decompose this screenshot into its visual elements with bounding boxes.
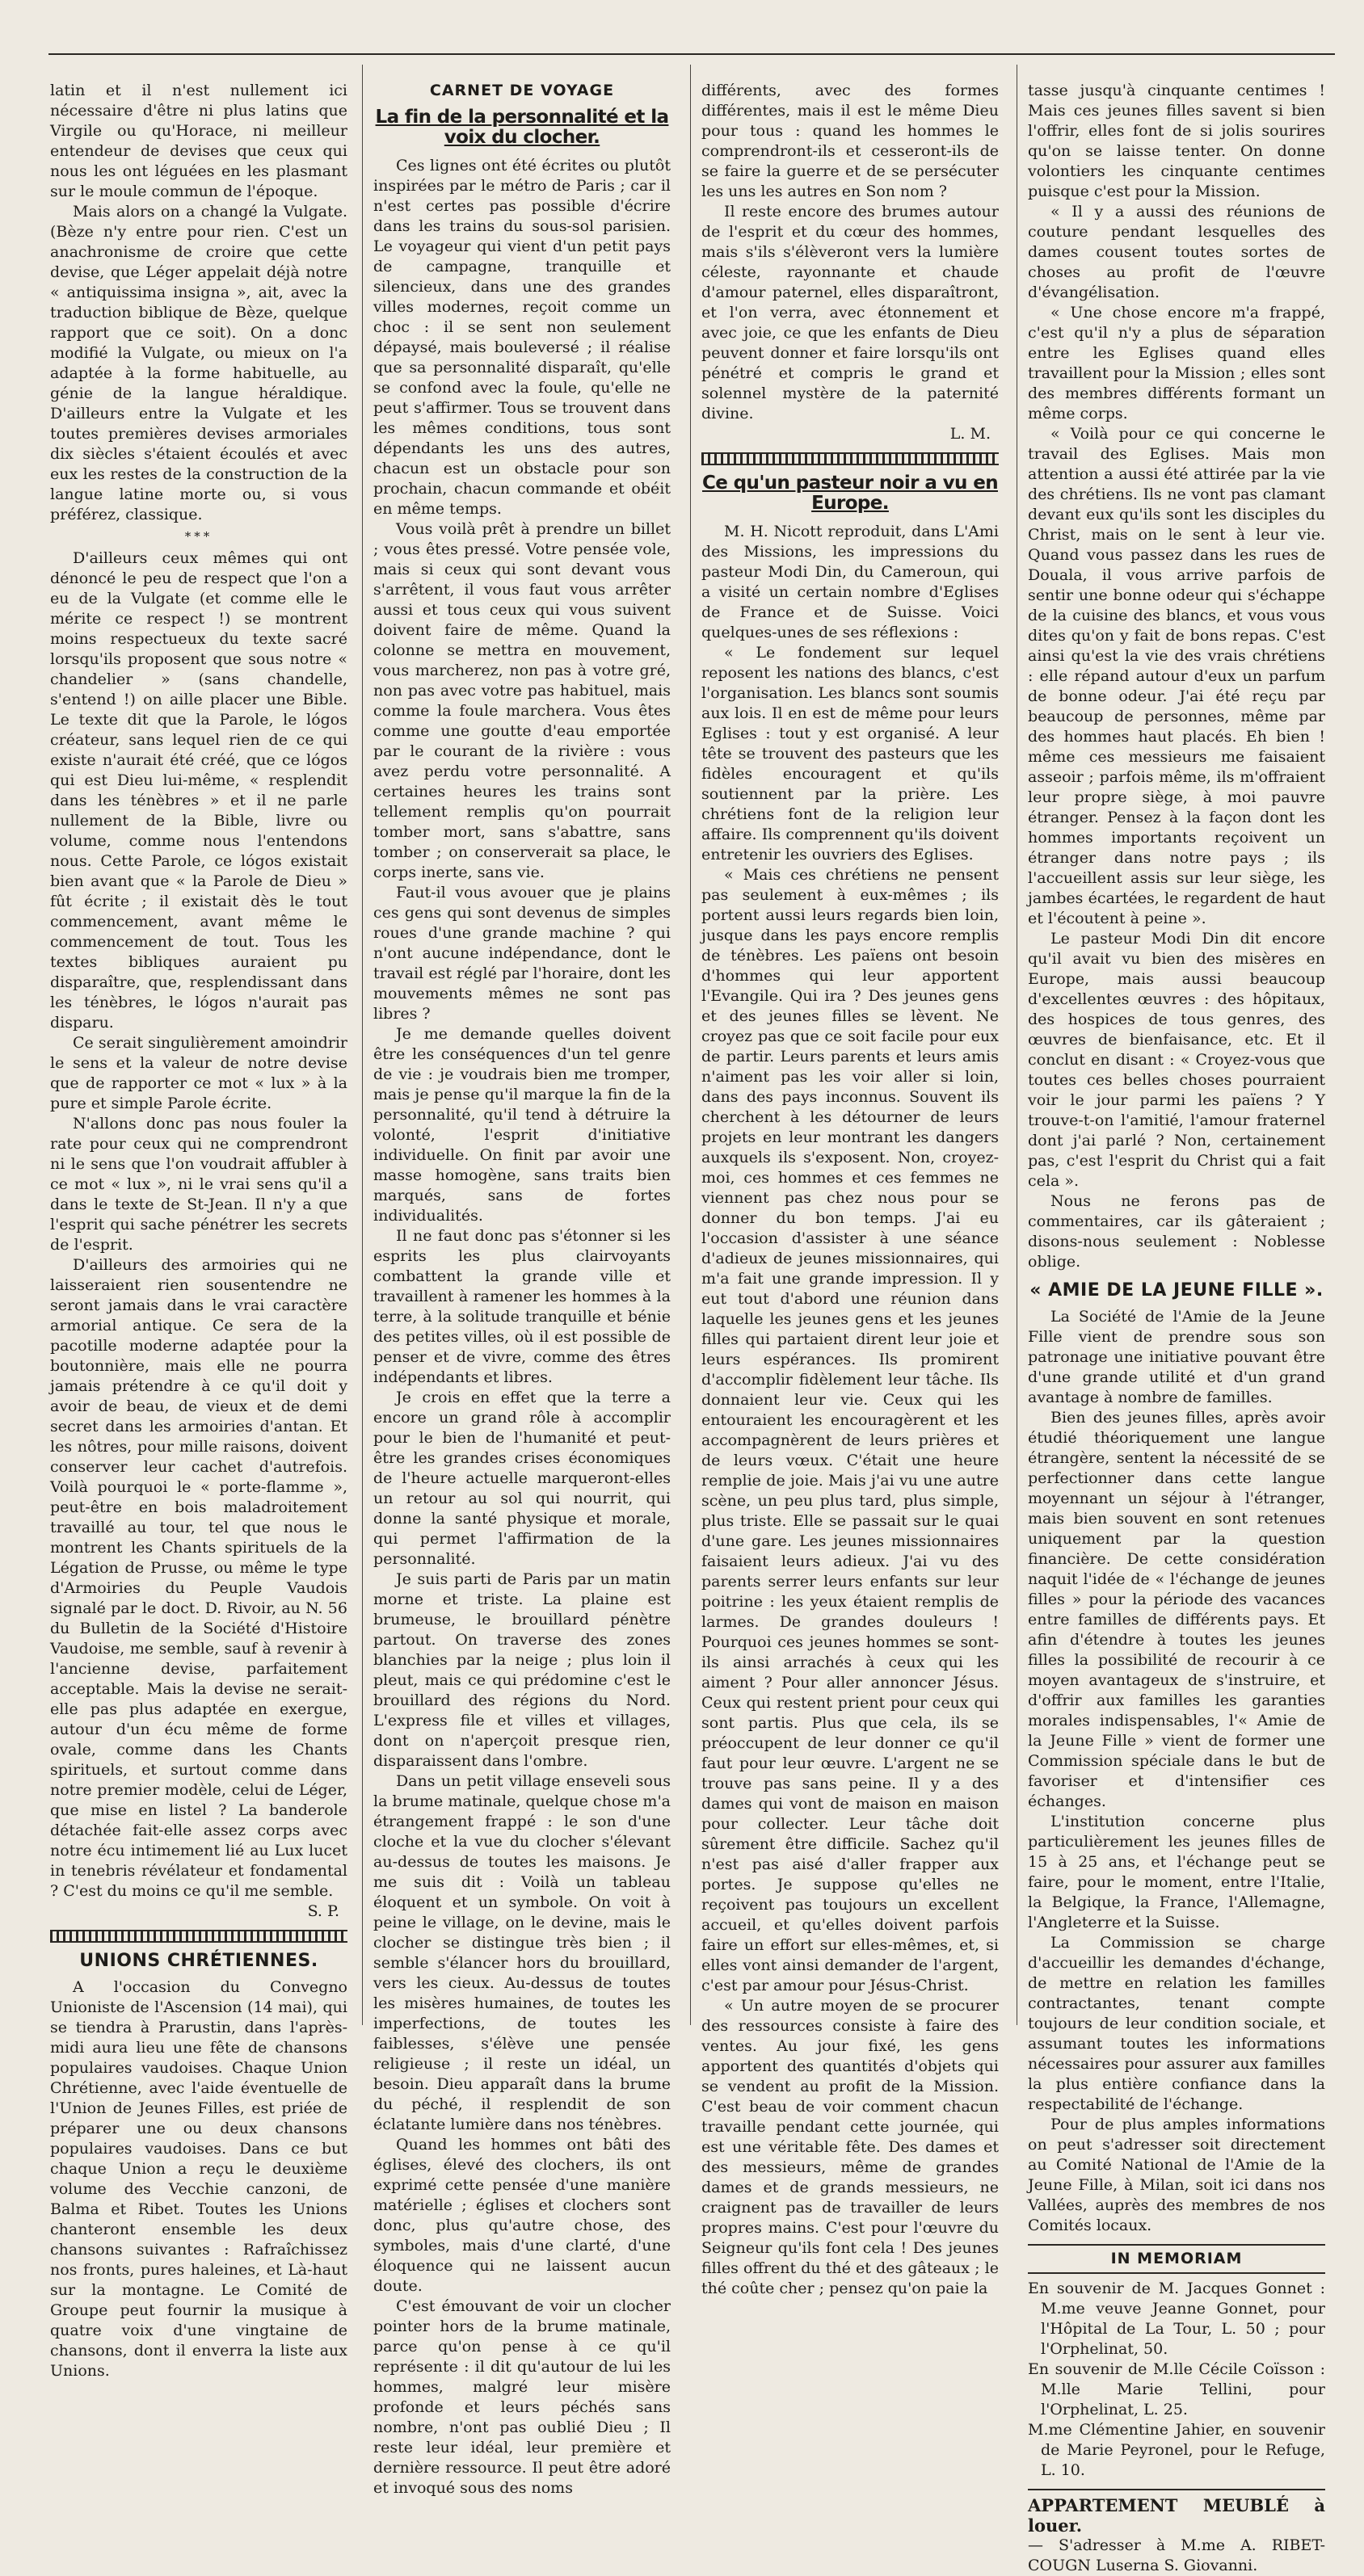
paragraph: N'allons donc pas nous fouler la rate pour ceux qui ne comprendront ni le sens que l'on voudrait affubler à ce mot « lux », ni le vrai sens qu'il a dans le texte de St-Jean. Il n'y a que l'esprit qui sache pénétrer les secrets de l'esprit.: [50, 1115, 347, 1254]
memoriam-title: IN MEMORIAM: [1028, 2244, 1325, 2274]
memoriam-entry: M.me Clémentine Jahier, en souvenir de Marie Peyronel, pour le Refuge, L. 10.: [1028, 2421, 1325, 2479]
column-3: [701, 81, 999, 2297]
paragraph: Ce serait singulièrement amoindrir le sens et la valeur de notre devise que de rapporter ce mot « lux » à la pure et simple Parole écrite.: [50, 1034, 347, 1112]
paragraph: A l'occasion du Convegno Unioniste de l'Ascension (14 mai), qui se tiendra à Prarustin, dans l'après-midi aura lieu une fête de chansons populaires vaudoises. Chaque Union Chrétienne, avec l'aide éventuelle de l'Union de Jeunes Filles, est priée de préparer une ou deux chansons populaires vaudoises. Dans ce but chaque Union a reçu le deuxième volume des Vecchie canzoni, de Balma et Ribet. Toutes les Unions chanteront ensemble les deux chansons suivantes : Rafraîchissez nos fronts, pures haleines, et Là-haut sur la montagne. Le Comité de Groupe peut fournir la musique à quatre voix d'une vingtaine de chansons, dont il enverra la liste aux Unions.: [50, 1978, 347, 2380]
classified-ad-title: APPARTEMENT MEUBLÉ à louer.: [1028, 2489, 1325, 2536]
article-title: Ce qu'un pasteur noir a vu en Europe.: [702, 473, 998, 514]
paragraph: La Société de l'Amie de la Jeune Fille vient de prendre sous son patronage une initiative pouvant être d'une grande utilité et d'un grand avantage à nombre de familles.: [1028, 1308, 1325, 1406]
section-separator: ***: [184, 529, 213, 544]
paragraph: Mais alors on a changé la Vulgate. (Bèze n'y entre pour rien. C'est un anachronisme de croire que cette devise, que Léger appelait déjà notre « antiquissima insigna », ait, avec la traduction biblique de Bèze, quelque rapport que ce soit). On a donc modifié la Vulgate, ou mieux on l'a adaptée à la forme habituelle, au génie de la langue héraldique. D'ailleurs entre la Vulgate et les toutes premières devises armoriales dix siècles s'étaient écoulés et avec eux les restes de la construction de la langue latine morte ou, si vous préférez, classique.: [50, 203, 347, 523]
paragraph: « Mais ces chrétiens ne pensent pas seulement à eux-mêmes ; ils portent aussi leurs regards bien loin, jusque dans les pays encore remplis de ténèbres. Les païens ont besoin d'hommes qui leur apportent l'Evangile. Qui ira ? Des jeunes gens et des jeunes filles se lèvent. Ne croyez pas que ce soit facile pour eux de partir. Leurs parents et leurs amis n'aiment pas les voir aller si loin, dans des pays inconnus. Souvent ils cherchent à les détourner de leurs projets en leur montrant les dangers auxquels ils s'exposent. Non, croyez-moi, ces hommes et ces femmes ne viennent pas chez nous pour se donner du bon temps. J'ai eu l'occasion d'assister à une séance d'adieux de jeunes missionnaires, qui m'a fait une grande impression. Il y eut tout d'abord une réunion dans laquelle les jeunes gens et les jeunes filles qui partaient dirent leur joie et leurs espérances. Ils promirent d'accomplir fidèlement leur tâche. Ils donnaient leur vie. Ceux qui les entouraient les encouragèrent et les accompagnèrent de leurs prières et de leurs vœux. C'était une heure remplie de joie. Mais j'ai vu une autre scène, un peu plus tard, plus simple, plus triste. Elle se passait sur le quai d'une gare. Les jeunes missionnaires faisaient leurs adieux. J'ai vu des parents serrer leurs enfants sur leur poitrine : les yeux étaient remplis de larmes. De grandes douleurs ! Pourquoi ces jeunes hommes se sont-ils ainsi arrachés à ceux qui les aiment ? Pour aller annoncer Jésus. Ceux qui restent prient pour ceux qui sont partis. Plus que cela, ils se préoccupent de leur donner ce qu'il faut pour leur œuvre. L'argent ne se trouve pas sans peine. Il y a des dames qui vont de maison en maison pour collecter. Leur tâche doit sûrement être difficile. Sachez qu'il n'est pas aisé d'aller frapper aux portes. Je suppose qu'elles ne reçoivent pas toujours un excellent accueil, et qu'elles doivent parfois faire un effort sur elles-mêmes, et, si elles vont ainsi demander de l'argent, c'est par amour pour Jésus-Christ.: [701, 866, 999, 1994]
paragraph: Je suis parti de Paris par un matin morne et triste. La plaine est brumeuse, le brouillard pénètre partout. On traverse des zones blanchies par la neige ; plus loin il pleut, mais ce qui prédomine c'est le brouillard des régions du Nord. L'express file et villes et villages, dont on n'aperçoit presque rien, disparaissent dans l'ombre.: [373, 1570, 671, 1770]
paragraph: D'ailleurs ceux mêmes qui ont dénoncé le peu de respect que l'on a eu de la Vulgate (et comme elle le mérite ce respect !) se montrent moins respectueux du texte sacré lorsqu'ils proposent que sous notre « chandelier » (sans chandelle, s'entend !) on aille placer une Bible. Le texte dit que la Parole, le lógos créateur, sans lequel rien de ce qui existe n'aurait été créé, que ce lógos qui est Dieu lui-même, « resplendit dans les ténèbres » et il ne parle nullement de la Bible, livre ou volume, comme nous l'entendons nous. Cette Parole, ce lógos existait bien avant que « la Parole de Dieu » fût écrite ; il existait dès le tout commencement, avant même le commencement de tout. Tous les textes bibliques auraient pu disparaître, que, resplendissant dans les ténèbres, le lógos n'aurait pas disparu.: [50, 549, 347, 1032]
column-4: [1028, 81, 1325, 2574]
article-title-amie: « AMIE DE LA JEUNE FILLE ».: [1029, 1280, 1324, 1301]
column-2: [373, 81, 671, 2497]
signature: S. P.: [307, 1902, 339, 1920]
paragraph: Dans un petit village enseveli sous la brume matinale, quelque chose m'a étrangement frappé : le son d'une cloche et la vue du clocher s'élevant au-dessus de toutes les maisons. Je me suis dit : Voilà un tableau éloquent et un symbole. On voit à peine le village, on le devine, mais le clocher se distingue très bien ; il semble s'élancer hors du brouillard, vers les cieux. Au-dessus de toutes les misères humaines, de toutes les imperfections, de toutes les faiblesses, s'élève une pensée religieuse ; il reste un idéal, un besoin. Dieu apparaît dans la brume du péché, il resplendit de son éclatante lumière dans nos ténèbres.: [373, 1772, 671, 2133]
paragraph: « Une chose encore m'a frappé, c'est qu'il n'y a plus de séparation entre les Eglises quand elles travaillent pour la Mission ; elles sont des membres différents formant un même corps.: [1028, 304, 1325, 422]
paragraph: Bien des jeunes filles, après avoir étudié théoriquement une langue étrangère, sentent la nécessité de se perfectionner dans cette langue moyennant un séjour à l'étranger, mais bien souvent en sont retenues uniquement par la question financière. De cette considération naquit l'idée de « l'échange de jeunes filles » pour la période des vacances entre familles de différents pays. Et afin d'étendre à toutes les jeunes filles la possibilité de recourir à ce moyen avantageux de s'instruire, et d'offrir aux familles les garanties morales indispensables, l'« Amie de la Jeune Fille » vient de former une Commission spéciale dans le but de favoriser et d'intensifier ces échanges.: [1028, 1409, 1325, 1810]
paragraph: Je me demande quelles doivent être les conséquences d'un tel genre de vie : je voudrais bien me tromper, mais je pense qu'il marque la fin de la personnalité, qu'il tend à détruire la volonté, l'esprit d'initiative individuelle. On finit par avoir une masse homogène, sans traits bien marqués, sans de fortes individualités.: [373, 1025, 671, 1225]
paragraph: Faut-il vous avouer que je plains ces gens qui sont devenus de simples roues d'une grande machine ? qui n'ont aucune indépendance, dont le travail est réglé par l'horaire, dont les mouvements mêmes ne sont pas libres ?: [373, 884, 671, 1023]
column-divider: [690, 65, 691, 2025]
paragraph: différents, avec des formes différentes, mais il est le même Dieu pour tous : quand les hommes le comprendront-ils et cesseront-ils de se faire la guerre et de se persécuter les uns les autres en Son nom ?: [701, 82, 999, 200]
paragraph: Pour de plus amples informations on peut s'adresser soit directement au Comité National de l'Amie de la Jeune Fille, à Milan, soit ici dans nos Vallées, auprès des membres de nos Comités locaux.: [1028, 2116, 1325, 2234]
signature: L. M.: [949, 425, 991, 443]
section-header: CARNET DE VOYAGE: [429, 82, 615, 99]
header-rule: [48, 53, 1335, 55]
classified-ad-text: — S'adresser à M.me A. RIBET-COUGN Luserna S. Giovanni.: [1028, 2536, 1325, 2574]
paragraph: Ces lignes ont été écrites ou plutôt inspirées par le métro de Paris ; car il n'est certes pas possible d'écrire dans les trains du sous-sol parisien. Le voyageur qui vient d'un petit pays de campagne, tranquille et silencieux, dans une des grandes villes modernes, reçoit comme un choc : il se sent non seulement dépaysé, mais bouleversé ; il réalise que sa personnalité disparaît, qu'elle se confond avec la foule, qu'elle ne peut s'affirmer. Tous se trouvent dans les mêmes conditions, tous sont dépendants les uns des autres, chacun est un obstacle pour son prochain, chacun commande et obéit en même temps.: [373, 157, 671, 518]
ornament-divider: [701, 452, 999, 465]
ornament-divider: [50, 1930, 347, 1943]
memoriam-entry: En souvenir de M.lle Cécile Coïsson : M.lle Marie Tellini, pour l'Orphelinat, L. 25.: [1028, 2360, 1325, 2418]
paragraph: « Un autre moyen de se procurer des ressources consiste à faire des ventes. Au jour fixé, les gens apportent des quantités d'objets qui se vendent au profit de la Mission. C'est beau de voir comment chacun travaille pendant cette journée, qui est une véritable fête. Des dames et des messieurs, même de grandes dames et de grands messieurs, ne craignent pas de travailler de leurs propres mains. C'est pour l'œuvre du Seigneur qu'ils font cela ! Des jeunes filles offrent du thé et des gâteaux ; le thé coûte cher ; pensez qu'on paie la: [701, 1997, 999, 2297]
paragraph: « Le fondement sur lequel reposent les nations des blancs, c'est l'organisation. Les blancs sont soumis aux lois. Il en est de même pour leurs Eglises : tout y est organisé. A leur tête se trouvent des pasteurs que les fidèles encouragent et qu'ils soutiennent par la prière. Les chrétiens font de la religion leur affaire. Ils comprennent qu'ils doivent entretenir les ouvriers des Eglises.: [701, 644, 999, 864]
paragraph: Je crois en effet que la terre a encore un grand rôle à accomplir pour le bien de l'humanité et peut-être les grandes crises économiques de l'heure actuelle marqueront-elles un retour au sol qui nourrit, qui donne la santé physique et morale, qui permet l'affirmation de la personnalité.: [373, 1389, 671, 1568]
paragraph: Nous ne ferons pas de commentaires, car ils gâteraient ; disons-nous seulement : Noblesse oblige.: [1028, 1192, 1325, 1271]
paragraph: latin et il n'est nullement ici nécessaire d'être ni plus latins que Virgile ou qu'Horace, ni meilleur entendeur de devises que ceux qui nous les ont léguées en les plasmant sur le moule commun de l'époque.: [50, 82, 347, 200]
paragraph: Le pasteur Modi Din dit encore qu'il avait vu bien des misères en Europe, mais aussi beaucoup d'excellentes œuvres : des hôpitaux, des hospices de tous genres, des œuvres de bienfaisance, etc. Et il conclut en disant : « Croyez-vous que toutes ces belles choses pourraient voir le jour parmi les païens ? Y trouve-t-on l'amitié, l'amour fraternel dont j'ai parlé ? Non, certainement pas, c'est l'esprit du Christ qui a fait cela ».: [1028, 930, 1325, 1190]
paragraph: tasse jusqu'à cinquante centimes ! Mais ces jeunes filles savent si bien l'offrir, elles font de si jolis sourires qu'on se laisse tenter. On donne volontiers les cinquante centimes puisque c'est pour la Mission.: [1028, 82, 1325, 200]
memoriam-entry: En souvenir de M. Jacques Gonnet : M.me veuve Jeanne Gonnet, pour l'Hôpital de La Tour, L. 50 ; pour l'Orphelinat, 50.: [1028, 2280, 1325, 2358]
paragraph: Il ne faut donc pas s'étonner si les esprits les plus clairvoyants combattent la grande ville et travaillent à ramener les hommes à la terre, à la solitude tranquille et bénie des petites villes, où il est possible de penser et de vivre, comme des êtres indépendants et libres.: [373, 1227, 671, 1386]
paragraph: Vous voilà prêt à prendre un billet ; vous êtes pressé. Votre pensée vole, mais si ceux qui sont devant vous s'arrêtent, il vous faut vous arrêter aussi et tous ceux qui vous suivent doivent faire de même. Quand la colonne se mettra en mouvement, vous marcherez, non pas à votre gré, non pas avec votre pas habituel, mais comme la foule marchera. Vous êtes comme une goutte d'eau emportée par le courant de la rivière : vous avez perdu votre personnalité. A certaines heures les trains sont tellement remplis qu'on pourrait tomber mort, sans s'abattre, sans tomber ; on conserverait sa place, le corps inerte, sans vie.: [373, 520, 671, 881]
column-1: [50, 81, 347, 2380]
article-title-unions: UNIONS CHRÉTIENNES.: [79, 1951, 318, 1971]
paragraph: D'ailleurs des armoiries qui ne laisseraient rien sousentendre ne seront jamais dans le vrai caractère armorial antique. Ce sera de la pacotille moderne adaptée pour la boutonnière, mais elle ne pourra jamais prétendre à ce qu'il doit y avoir de beau, de vieux et de demi secret dans les armoiries d'antan. Et les nôtres, pour mille raisons, doivent conserver leur cachet d'autrefois. Voilà pourquoi le « porte-flamme », peut-être en bois maladroitement travaillé au tour, tel que nous le montrent les Chants spirituels de la Légation de Prusse, ou même le type d'Armoiries du Peuple Vaudois signalé par le doct. D. Rivoir, au N. 56 du Bulletin de la Société d'Histoire Vaudoise, me semble, sauf à revenir à l'ancienne devise, parfaitement acceptable. Mais la devise ne serait-elle pas plus adaptée en exergue, autour d'un écu même de forme ovale, comme dans les Chants spirituels, et surtout comme dans notre premier modèle, celui de Léger, que mise en listel ? La banderole détachée fait-elle assez corps avec notre écu intimement lié au Lux lucet in tenebris révélateur et fondamental ? C'est du moins ce qu'il me semble.: [50, 1256, 347, 1900]
column-divider: [362, 65, 363, 2025]
paragraph: « Voilà pour ce qui concerne le travail des Eglises. Mais mon attention a aussi été attirée par la vie des chrétiens. Ils ne vont pas clamant devant eux qu'ils sont les disciples du Christ, mais on le sent à leur vie. Quand vous passez dans les rues de Douala, il vous arrive parfois de sentir une bonne odeur qui s'échappe de la cuisine des blancs, et vous vous dites qu'on y fait de bons repas. C'est ainsi qu'est la vie des vrais chrétiens : elle répand autour d'eux un parfum de bonne odeur. J'ai été reçu par beaucoup de personnes, même par des hommes haut placés. Eh bien ! même ces messieurs me faisaient asseoir ; parfois même, ils m'offraient leur propre siège, à moi pauvre étranger. Pensez à la façon dont les hommes importants reçoivent un étranger dans notre pays ; ils l'accueillent assis sur leur siège, les jambes écartées, le regardent de haut et l'écoutent à peine ».: [1028, 425, 1325, 927]
article-title: La fin de la personnalité et la voix du clocher.: [375, 107, 669, 148]
paragraph: La Commission se charge d'accueillir les demandes d'échange, de mettre en relation les familles contractantes, tenant compte toujours de leur condition sociale, et assumant toutes les informations nécessaires pour assurer aux familles la plus entière confiance dans la respectabilité de l'échange.: [1028, 1934, 1325, 2113]
paragraph: Il reste encore des brumes autour de l'esprit et du cœur des hommes, mais s'ils s'élèveront vers la lumière céleste, rayonnante et chaude d'amour paternel, elles disparaîtront, et l'on verra, avec étonnement et avec joie, ce que les enfants de Dieu peuvent donner et faire lorsqu'ils ont pénétré et compris le grand et solennel mystère de la paternité divine.: [701, 203, 999, 422]
paragraph: « Il y a aussi des réunions de couture pendant lesquelles des dames cousent toutes sortes de choses au profit de l'œuvre d'évangélisation.: [1028, 203, 1325, 301]
paragraph: Quand les hommes ont bâti des églises, élevé des clochers, ils ont exprimé cette pensée d'une manière matérielle ; églises et clochers sont donc, plus qu'autre chose, des symboles, mais d'une clarté, d'une éloquence qui ne laissent aucun doute.: [373, 2136, 671, 2295]
paragraph: C'est émouvant de voir un clocher pointer hors de la brume matinale, parce qu'on pense à ce qu'il représente : il dit qu'autour de lui les hommes, malgré leur misère profonde et leurs péchés sans nombre, n'ont pas oublié Dieu ; Il reste leur idéal, leur première et dernière ressource. Il peut être adoré et invoqué sous des noms: [373, 2297, 671, 2497]
paragraph: M. H. Nicott reproduit, dans L'Ami des Missions, les impressions du pasteur Modi Din, du Cameroun, qui a visité un certain nombre d'Eglises de France et de Suisse. Voici quelques-unes de ses réflexions :: [701, 523, 999, 641]
paragraph: L'institution concerne plus particulièrement les jeunes filles de 15 à 25 ans, et l'échange peut se faire, pour le moment, entre l'Italie, la Belgique, la France, l'Allemagne, l'Angleterre et la Suisse.: [1028, 1813, 1325, 1931]
